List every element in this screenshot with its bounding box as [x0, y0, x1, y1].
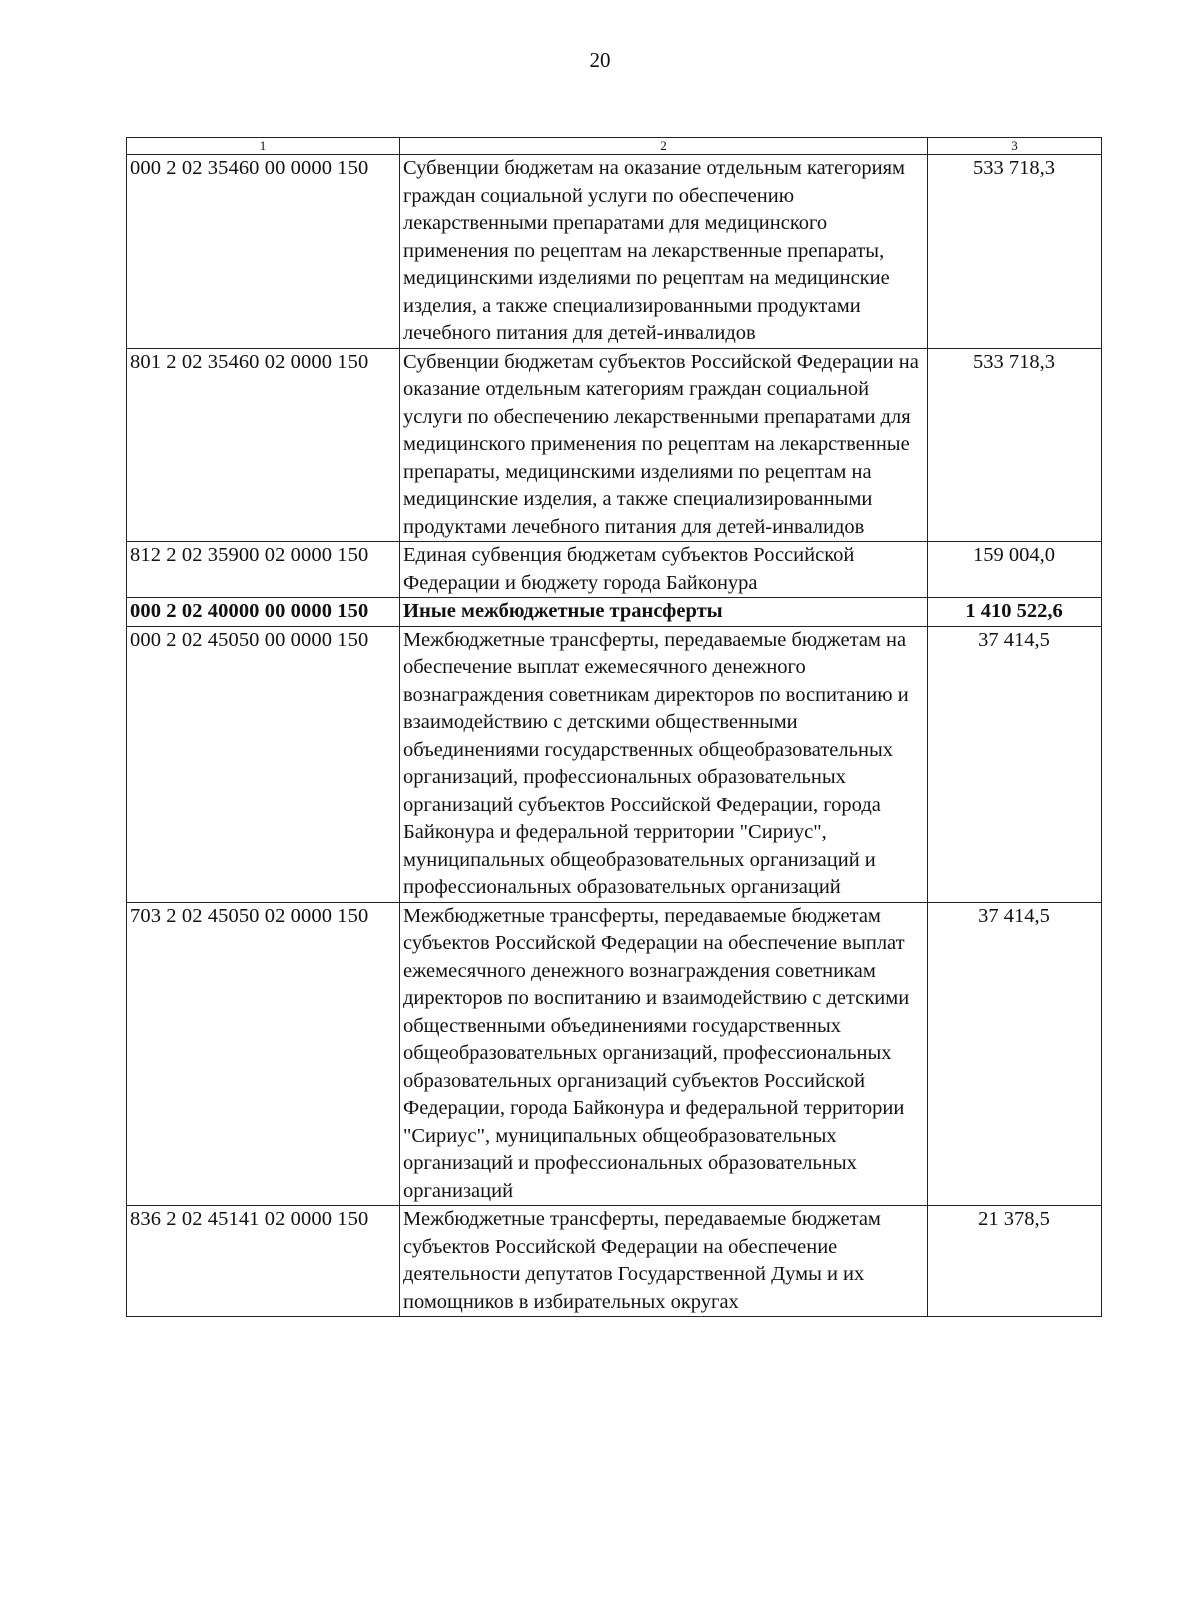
budget-table	[126, 137, 1102, 1317]
budget-code: 703 2 02 45050 02 0000 150	[127, 902, 400, 1206]
column-header-1: 1	[127, 138, 400, 155]
table-header-row	[127, 138, 1102, 155]
budget-code: 801 2 02 35460 02 0000 150	[127, 348, 400, 542]
column-header-3: 3	[928, 138, 1102, 155]
budget-item-name: Субвенции бюджетам субъектов Российской Федерации на оказание отдельным категориям граждан социальной услуги по обеспечению лекарственными препаратами для медицинского применения по рецептам на лекарственные препараты, медицинскими изделиями по рецептам на медицинские изделия, а также специализированными продуктами лечебного питания для детей-инвалидов	[400, 348, 928, 542]
column-header-2: 2	[400, 138, 928, 155]
budget-code: 836 2 02 45141 02 0000 150	[127, 1206, 400, 1317]
table-row	[127, 902, 1102, 1206]
budget-amount: 21 378,5	[928, 1206, 1102, 1317]
budget-item-name: Единая субвенция бюджетам субъектов Российской Федерации и бюджету города Байконура	[400, 542, 928, 598]
table-row-section-total	[127, 598, 1102, 627]
budget-code: 000 2 02 40000 00 0000 150	[127, 598, 400, 627]
budget-code: 000 2 02 45050 00 0000 150	[127, 626, 400, 902]
budget-item-name: Межбюджетные трансферты, передаваемые бюджетам субъектов Российской Федерации на обеспечение выплат ежемесячного денежного вознаграждения советникам директоров по воспитанию и взаимодействию с детскими общественными объединениями государственных общеобразовательных организаций, профессиональных образовательных организаций субъектов Российской Федерации, города Байконура и федеральной территории "Сириус", муниципальных общеобразовательных организаций и профессиональных образовательных организаций	[400, 902, 928, 1206]
budget-item-name: Субвенции бюджетам на оказание отдельным категориям граждан социальной услуги по обеспечению лекарственными препаратами для медицинского применения по рецептам на лекарственные препараты, медицинскими изделиями по рецептам на медицинские изделия, а также специализированными продуктами лечебного питания для детей-инвалидов	[400, 155, 928, 349]
budget-amount: 37 414,5	[928, 902, 1102, 1206]
budget-amount: 37 414,5	[928, 626, 1102, 902]
budget-amount: 1 410 522,6	[928, 598, 1102, 627]
budget-item-name: Межбюджетные трансферты, передаваемые бюджетам на обеспечение выплат ежемесячного денежного вознаграждения советникам директоров по воспитанию и взаимодействию с детскими общественными объединениями государственных общеобразовательных организаций, профессиональных образовательных организаций субъектов Российской Федерации, города Байконура и федеральной территории "Сириус", муниципальных общеобразовательных организаций и профессиональных образовательных организаций	[400, 626, 928, 902]
budget-amount: 159 004,0	[928, 542, 1102, 598]
budget-code: 812 2 02 35900 02 0000 150	[127, 542, 400, 598]
page-number: 20	[589, 48, 611, 72]
budget-code: 000 2 02 35460 00 0000 150	[127, 155, 400, 349]
table-row	[127, 542, 1102, 598]
budget-amount: 533 718,3	[928, 155, 1102, 349]
budget-item-name: Межбюджетные трансферты, передаваемые бюджетам субъектов Российской Федерации на обеспечение деятельности депутатов Государственной Думы и их помощников в избирательных округах	[400, 1206, 928, 1317]
table-row	[127, 626, 1102, 902]
budget-item-name: Иные межбюджетные трансферты	[400, 598, 928, 627]
table-row	[127, 1206, 1102, 1317]
table-row	[127, 348, 1102, 542]
budget-amount: 533 718,3	[928, 348, 1102, 542]
table-row	[127, 155, 1102, 349]
